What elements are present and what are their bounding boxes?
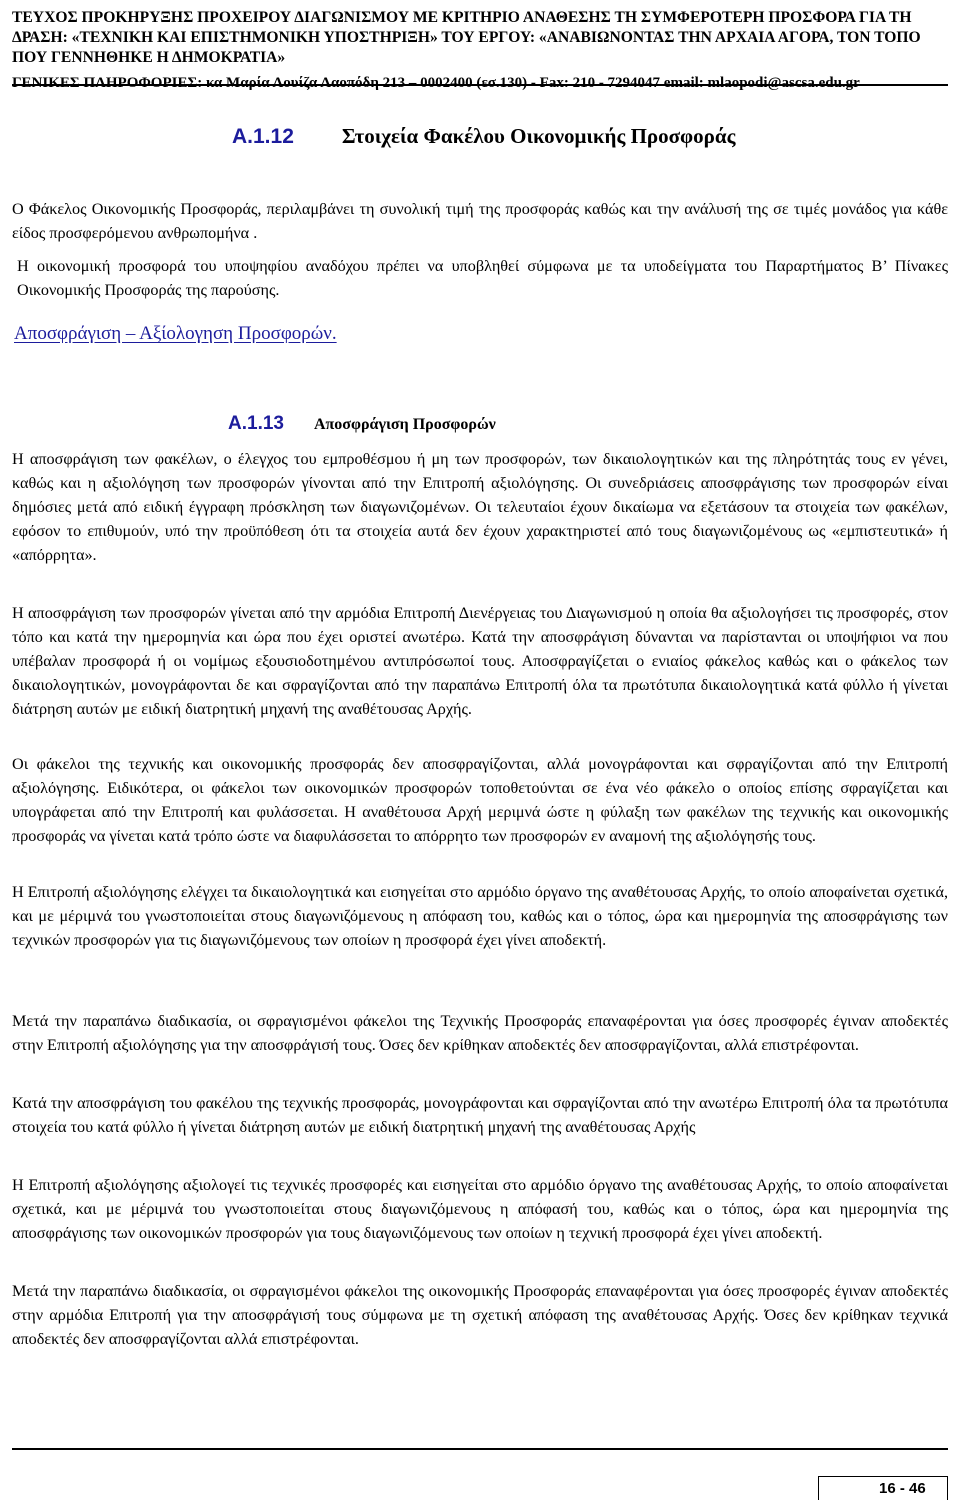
paragraph: Μετά την παραπάνω διαδικασία, οι σφραγισμένοι φάκελοι της οικονομικής Προσφοράς επαναφέρονται για όσες προσφορές έγιναν αποδεκτές στην αρμόδια Επιτροπή για την αποσφράγισή τους σύμφωνα με τη σχετική απόφαση της αναθέτουσας Αρχής. Όσες δεν κρίθηκαν τεχνικά αποδεκτές δεν αποσφραγίζονται αλλά επιστρέφονται. (12, 1282, 948, 1348)
section-number: Α.1.12 (232, 125, 294, 148)
section-heading-a113 (228, 413, 496, 435)
page-number: 16 - 46 (879, 1480, 926, 1497)
section-number: Α.1.13 (228, 413, 284, 434)
page-number-box (818, 1476, 948, 1500)
paragraph: Η αποσφράγιση των προσφορών γίνεται από την αρμόδια Επιτροπή Διενέργειας του Διαγωνισμού η οποία θα αξιολογήσει τις προσφορές, στον τόπο και κατά την ημερομηνία και ώρα που έχει οριστεί ανωτέρω. Κατά την αποσφράγιση δύνανται να παρίστανται οι υποψήφιοι να που υπέβαλαν προσφορά ή οι νομίμως εξουσιοδοτημένου αντιπρόσωποί τους. Αποσφραγίζεται ο ενιαίος φάκελος καθώς και ο φάκελος των δικαιολογητικών, μονογράφονται δε και σφραγίζονται από την παραπάνω Επιτροπή όλα τα πρωτότυπα δικαιολογητικά κατά φύλλο ή γίνεται διάτρηση αυτών με ειδική διατρητική μηχανή της αναθέτουσας Αρχής. (12, 604, 948, 718)
paragraph: Κατά την αποσφράγιση του φακέλου της τεχνικής προσφοράς, μονογράφονται και σφραγίζονται από την ανωτέρω Επιτροπή όλα τα πρωτότυπα στοιχεία του κατά φύλλο ή γίνεται διάτρηση αυτών με ειδική διατρητική μηχανή της αναθέτουσας Αρχής (12, 1094, 948, 1136)
header-contact: ΓΕΝΙΚΕΣ ΠΛΗΡΟΦΟΡΙΕΣ: κα Μαρία Λουίζα Λαοπόδη 213 – 0002400 (εσ.130) - Fax: 210 - 7294047 email: mlaopodi@ascsa.edu.gr (12, 75, 860, 91)
header-rule (12, 84, 948, 86)
paragraph: Η Επιτροπή αξιολόγησης ελέγχει τα δικαιολογητικά και εισηγείται στο αρμόδιο όργανο της αναθέτουσας Αρχής, το οποίο αποφαίνεται σχετικά, και με μέριμνά του γνωστοποιείται στους διαγωνιζόμενους η απόφαση του, καθώς και ο τόπος, ώρα και ημερομηνία της αποσφράγισης των τεχνικών προσφορών για τις διαγωνιζόμενους των οποίων η προσφορά έχει γίνει αποδεκτή. (12, 883, 948, 949)
section-title: Στοιχεία Φακέλου Οικονομικής Προσφοράς (341, 124, 736, 148)
subheading: Αποσφράγιση – Αξίολογηση Προσφορών. (14, 323, 337, 344)
paragraph: Οι φάκελοι της τεχνικής και οικονομικής προσφοράς δεν αποσφραγίζονται, αλλά μονογράφονται και σφραγίζονται από την Επιτροπή αξιολόγησης. Ειδικότερα, οι φάκελοι των οικονομικών προσφορών τοποθετούνται σε ένα νέο φάκελο ο οποίος επίσης σφραγίζεται και υπογράφεται από την Επιτροπή και φυλάσσεται. Η αναθέτουσα Αρχή μεριμνά ώστε η φύλαξη των φακέλων της τεχνικής και οικονομικής προσφοράς να γίνεται κατά τρόπο ώστε να διαφυλάσσεται το απόρρητο των προσφορών εν αναμονή της αξιολόγησής τους. (12, 755, 948, 845)
section-heading-a112 (232, 124, 735, 149)
section-title: Αποσφράγιση Προσφορών (313, 416, 496, 433)
document-header (12, 8, 948, 93)
footer-rule (12, 1448, 948, 1450)
paragraph: Μετά την παραπάνω διαδικασία, οι σφραγισμένοι φάκελοι της Τεχνικής Προσφοράς επαναφέρονται για όσες προσφορές έγιναν αποδεκτές στην Επιτροπή αξιολόγησης για την αποσφράγισή τους. Όσες δεν κρίθηκαν αποδεκτές δεν αποσφραγίζονται, αλλά επιστρέφονται. (12, 1012, 948, 1054)
paragraph: Ο Φάκελος Οικονομικής Προσφοράς, περιλαμβάνει τη συνολική τιμή της προσφοράς καθώς και την ανάλυσή της σε τιμές μονάδος για κάθε είδος προσφερόμενου ανθρωπομήνα . (12, 200, 948, 242)
paragraph: Η Επιτροπή αξιολόγησης αξιολογεί τις τεχνικές προσφορές και εισηγείται στο αρμόδιο όργανο της αναθέτουσας Αρχής, το οποίο αποφαίνεται σχετικά, και με μέριμνά του γνωστοποιείται στους διαγωνιζόμενους η απόφασή του, καθώς και ο τόπος, ώρα και ημερομηνία της αποσφράγισης των οικονομικών προσφορών για τους διαγωνιζόμενους των οποίων η τεχνική προσφορά έχει γίνει αποδεκτή. (12, 1176, 948, 1242)
paragraph: Η οικονομική προσφορά του υποψηφίου αναδόχου πρέπει να υποβληθεί σύμφωνα με τα υποδείγματα του Παραρτήματος Β’ Πίνακες Οικονομικής Προσφοράς της παρούσης. (17, 257, 948, 299)
header-title: ΤΕΥΧΟΣ ΠΡΟΚΗΡΥΞΗΣ ΠΡΟΧΕΙΡΟΥ ΔΙΑΓΩΝΙΣΜΟΥ ΜΕ ΚΡΙΤΗΡΙΟ ΑΝΑΘΕΣΗΣ ΤΗ ΣΥΜΦΕΡΟΤΕΡΗ ΠΡΟΣΦΟΡΑ ΓΙΑ ΤΗ ΔΡΑΣΗ: «ΤΕΧΝΙΚΗ ΚΑΙ ΕΠΙΣΤΗΜΟΝΙΚΗ ΥΠΟΣΤΗΡΙΞΗ» ΤΟΥ ΕΡΓΟΥ: «ΑΝΑΒΙΩΝΟΝΤΑΣ ΤΗΝ ΑΡΧΑΙΑ ΑΓΟΡΑ, ΤΟΝ ΤΟΠΟ ΠΟΥ ΓΕΝΝΗΘΗΚΕ Η ΔΗΜΟΚΡΑΤΙΑ» (12, 9, 921, 66)
paragraph: Η αποσφράγιση των φακέλων, ο έλεγχος του εμπροθέσμου ή μη των προσφορών, των δικαιολογητικών και της πληρότητάς τους εν γένει, καθώς και η αξιολόγηση των προσφορών γίνονται από την Επιτροπή αξιολόγησης. Οι συνεδριάσεις αποσφράγισης των προσφορών είναι δημόσιες μετά από ειδική έγγραφη πρόσκληση των διαγωνιζομένων. Οι τελευταίοι έχουν δικαίωμα να εξετάσουν τα στοιχεία των φακέλων, εφόσον το επιθυμούν, υπό την προϋπόθεση ότι τα στοιχεία αυτά δεν έχουν χαρακτηριστεί από τους διαγωνιζομένους ως «εμπιστευτικά» ή «απόρρητα». (12, 450, 948, 564)
